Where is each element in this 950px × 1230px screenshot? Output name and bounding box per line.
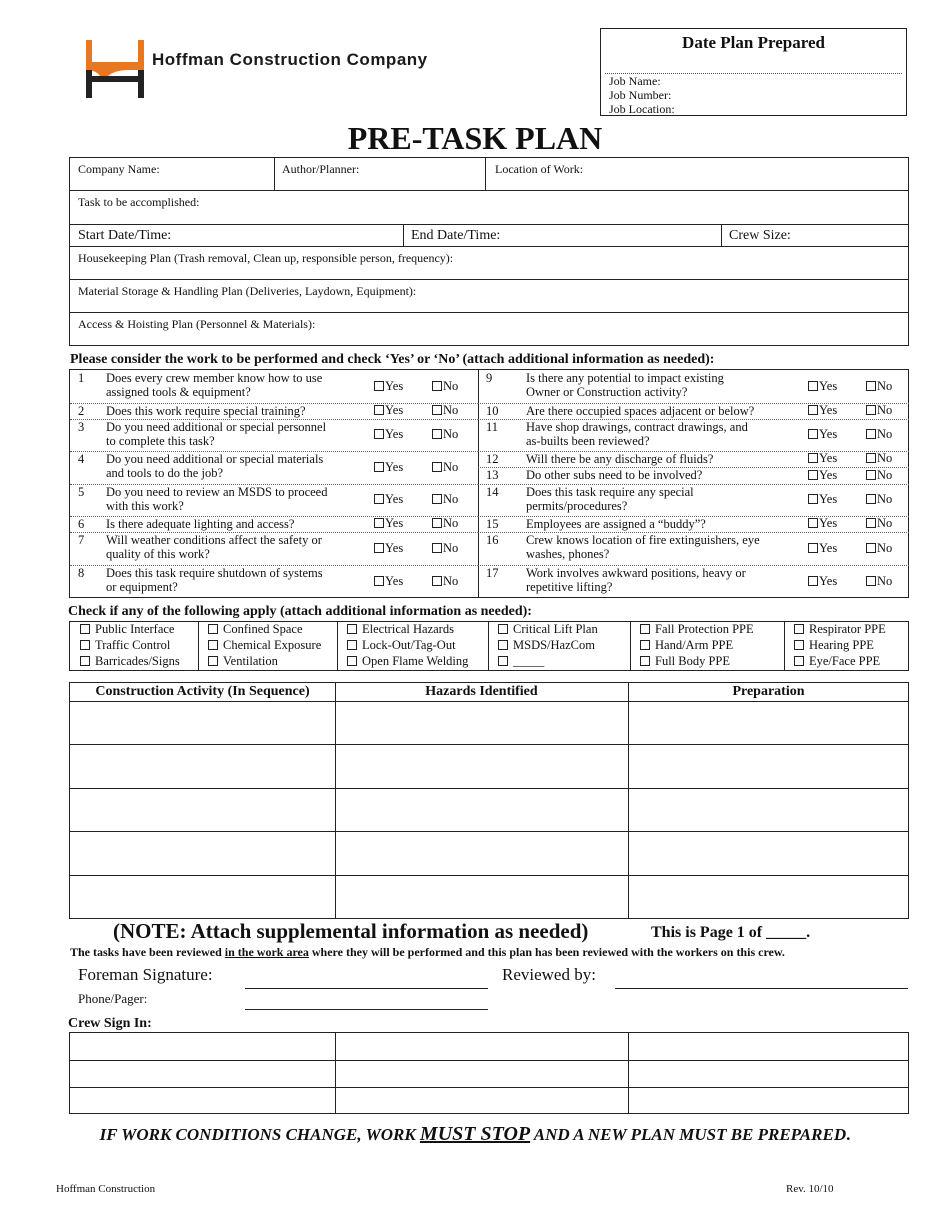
checkbox-icon[interactable] [80,624,90,634]
checkbox-icon[interactable] [866,518,876,528]
foreman-signature-label: Foreman Signature: [78,965,213,984]
question-text: Will there be any discharge of fluids? [526,452,714,466]
task-field[interactable]: Task to be accomplished: [78,195,200,209]
checkbox-icon[interactable] [208,656,218,666]
checkbox-icon[interactable] [808,381,818,391]
crew-sign-in-label: Crew Sign In: [68,1016,152,1031]
question-5-no-checkbox[interactable]: No [432,492,458,507]
question-11-yes-checkbox[interactable]: Yes [808,427,837,442]
material-field[interactable]: Material Storage & Handling Plan (Deliveries, Laydown, Equipment): [78,284,417,298]
question-text: Employees are assigned a “buddy”? [526,517,706,531]
checkbox-icon[interactable] [432,494,442,504]
end-date-field[interactable]: End Date/Time: [411,228,501,243]
hazard-checkbox[interactable]: Open Flame Welding [347,654,468,669]
checkbox-icon[interactable] [640,624,650,634]
checkbox-icon[interactable] [794,624,804,634]
checkbox-icon[interactable] [640,640,650,650]
checks-table [69,621,909,671]
checkbox-icon[interactable] [808,518,818,528]
question-16-yes-checkbox[interactable]: Yes [808,541,837,556]
question-number: 12 [486,452,499,466]
hazard-checkbox[interactable]: Lock-Out/Tag-Out [347,638,456,653]
question-9-no-checkbox[interactable]: No [866,379,892,394]
question-7-yes-checkbox[interactable]: Yes [374,541,403,556]
question-number: 16 [486,533,499,547]
housekeeping-field[interactable]: Housekeeping Plan (Trash removal, Clean up, responsible person, frequency): [78,251,454,265]
hazard-checkbox[interactable]: Ventilation [208,654,278,669]
question-11-no-checkbox[interactable]: No [866,427,892,442]
access-field[interactable]: Access & Hoisting Plan (Personnel & Materials): [78,317,316,331]
question-number: 13 [486,468,499,482]
question-text: Will weather conditions affect the safety or quality of this work? [106,533,322,561]
hazard-checkbox[interactable]: MSDS/HazCom [498,638,595,653]
question-1-yes-checkbox[interactable]: Yes [374,379,403,394]
questions-table [69,369,909,598]
question-number: 2 [78,404,85,418]
question-text: Is there any potential to impact existing Owner or Construction activity? [526,371,724,399]
hazard-checkbox[interactable]: Full Body PPE [640,654,730,669]
question-number: 7 [78,533,85,547]
question-text: Do you need additional or special materials and tools to do the job? [106,452,324,480]
hazard-checkbox[interactable]: Barricades/Signs [80,654,180,669]
question-14-yes-checkbox[interactable]: Yes [808,492,837,507]
question-number: 11 [486,420,499,434]
question-text: Crew knows location of fire extinguishers, eye washes, phones? [526,533,760,561]
checkbox-icon[interactable] [498,656,508,666]
checkbox-icon[interactable] [347,656,357,666]
checkbox-icon[interactable] [374,543,384,553]
question-8-no-checkbox[interactable]: No [432,574,458,589]
question-text: Does every crew member know how to use assigned tools & equipment? [106,371,323,399]
question-text: Have shop drawings, contract drawings, and as-builts been reviewed? [526,420,748,448]
question-17-no-checkbox[interactable]: No [866,574,892,589]
question-text: Does this task require shutdown of systems or equipment? [106,566,323,594]
question-10-no-checkbox[interactable]: No [866,403,892,418]
question-text: Is there adequate lighting and access? [106,517,295,531]
checkbox-icon[interactable] [808,494,818,504]
checkbox-icon[interactable] [374,518,384,528]
date-plan-title: Date Plan Prepared [682,33,825,52]
checks-instruction: Check if any of the following apply (attach additional information as needed): [68,604,532,619]
question-4-no-checkbox[interactable]: No [432,460,458,475]
checkbox-icon[interactable] [866,405,876,415]
checkbox-icon[interactable] [866,576,876,586]
checkbox-icon[interactable] [498,640,508,650]
question-3-no-checkbox[interactable]: No [432,427,458,442]
question-6-no-checkbox[interactable]: No [432,516,458,531]
question-number: 10 [486,404,499,418]
question-number: 15 [486,517,499,531]
question-10-yes-checkbox[interactable]: Yes [808,403,837,418]
question-16-no-checkbox[interactable]: No [866,541,892,556]
hazard-checkbox[interactable]: Chemical Exposure [208,638,321,653]
foreman-signature-line[interactable] [245,988,488,989]
question-number: 3 [78,420,85,434]
location-field[interactable]: Location of Work: [495,162,584,176]
question-text: Do you need additional or special personnel to complete this task? [106,420,327,448]
question-15-yes-checkbox[interactable]: Yes [808,516,837,531]
page-title: PRE-TASK PLAN [347,120,603,156]
checkbox-icon[interactable] [808,405,818,415]
question-3-yes-checkbox[interactable]: Yes [374,427,403,442]
question-13-yes-checkbox[interactable]: Yes [808,468,837,483]
checkbox-icon[interactable] [808,453,818,463]
question-number: 1 [78,371,85,385]
author-field[interactable]: Author/Planner: [282,162,360,176]
checkbox-icon[interactable] [794,640,804,650]
warning-banner: IF WORK CONDITIONS CHANGE, WORK MUST STOP AND A NEW PLAN MUST BE PREPARED. [99,1123,851,1145]
company-name-field[interactable]: Company Name: [78,162,160,176]
question-15-no-checkbox[interactable]: No [866,516,892,531]
checkbox-icon[interactable] [866,453,876,463]
hazard-checkbox[interactable]: Respirator PPE [794,622,886,637]
hazard-checkbox[interactable]: _____ [498,654,544,669]
question-number: 6 [78,517,85,531]
questions-instruction: Please consider the work to be performed and check ‘Yes’ or ‘No’ (attach additional information as needed): [70,352,715,367]
hazard-checkbox[interactable]: Hand/Arm PPE [640,638,733,653]
checkbox-icon[interactable] [80,656,90,666]
checkbox-icon[interactable] [808,429,818,439]
company-name: Hoffman Construction Company [152,50,428,69]
hoffman-logo-icon [86,40,144,98]
hazard-checkbox[interactable]: Electrical Hazards [347,622,454,637]
col-hazards: Hazards Identified [425,684,538,699]
crew-size-field[interactable]: Crew Size: [729,228,791,243]
question-text: Are there occupied spaces adjacent or below? [526,404,755,418]
hazard-checkbox[interactable]: Public Interface [80,622,174,637]
checkbox-icon[interactable] [432,576,442,586]
checkbox-icon[interactable] [808,543,818,553]
col-preparation: Preparation [732,684,805,699]
checkbox-icon[interactable] [432,518,442,528]
question-text: Do you need to review an MSDS to proceed with this work? [106,485,328,513]
hazard-checkbox[interactable]: Fall Protection PPE [640,622,754,637]
reviewed-by-label: Reviewed by: [502,965,596,984]
hazard-checkbox[interactable]: Critical Lift Plan [498,622,598,637]
checkbox-icon[interactable] [432,462,442,472]
supplemental-note: (NOTE: Attach supplemental information as needed) [113,919,589,943]
checkbox-icon[interactable] [794,656,804,666]
start-date-field[interactable]: Start Date/Time: [78,228,172,243]
reviewed-by-line[interactable] [615,988,908,989]
question-number: 4 [78,452,85,466]
checkbox-icon[interactable] [374,381,384,391]
question-text: Work involves awkward positions, heavy or repetitive lifting? [526,566,746,594]
question-2-no-checkbox[interactable]: No [432,403,458,418]
checkbox-icon[interactable] [866,381,876,391]
activity-table [69,682,909,919]
question-13-no-checkbox[interactable]: No [866,468,892,483]
footer-revision: Rev. 10/10 [786,1183,834,1195]
hazard-checkbox[interactable]: Eye/Face PPE [794,654,880,669]
checkbox-icon[interactable] [432,543,442,553]
checkbox-icon[interactable] [640,656,650,666]
checkbox-icon[interactable] [208,640,218,650]
checkbox-icon[interactable] [347,640,357,650]
job-number-label: Job Number: [609,88,672,102]
checkbox-icon[interactable] [432,405,442,415]
checkbox-icon[interactable] [808,576,818,586]
info-table [69,157,909,346]
question-number: 9 [486,371,493,385]
checkbox-icon[interactable] [432,429,442,439]
question-text: Does this work require special training? [106,404,306,418]
question-2-yes-checkbox[interactable]: Yes [374,403,403,418]
checkbox-icon[interactable] [374,429,384,439]
date-plan-box [600,28,907,116]
checkbox-icon[interactable] [808,470,818,480]
hazard-checkbox[interactable]: Traffic Control [80,638,170,653]
checkbox-icon[interactable] [374,576,384,586]
checkbox-icon[interactable] [498,624,508,634]
footer-company: Hoffman Construction [56,1183,156,1195]
checkbox-icon[interactable] [374,405,384,415]
question-number: 5 [78,485,85,499]
question-number: 17 [486,566,499,580]
question-number: 14 [486,485,499,499]
question-12-yes-checkbox[interactable]: Yes [808,451,837,466]
col-construction-activity: Construction Activity (In Sequence) [95,684,310,699]
checkbox-icon[interactable] [866,429,876,439]
phone-line[interactable] [245,1009,488,1010]
question-14-no-checkbox[interactable]: No [866,492,892,507]
checkbox-icon[interactable] [80,640,90,650]
checkbox-icon[interactable] [866,494,876,504]
question-text: Does this task require any special permits/procedures? [526,485,694,513]
question-9-yes-checkbox[interactable]: Yes [808,379,837,394]
review-statement: The tasks have been reviewed in the work area where they will be performed and this plan has been reviewed with the workers on this crew. [70,945,785,959]
job-location-label: Job Location: [609,102,675,116]
checkbox-icon[interactable] [866,470,876,480]
question-4-yes-checkbox[interactable]: Yes [374,460,403,475]
job-name-label: Job Name: [609,74,661,88]
page-number: This is Page 1 of _____. [651,924,811,941]
hazard-checkbox[interactable]: Confined Space [208,622,303,637]
question-5-yes-checkbox[interactable]: Yes [374,492,403,507]
checkbox-icon[interactable] [432,381,442,391]
checkbox-icon[interactable] [374,462,384,472]
checkbox-icon[interactable] [866,543,876,553]
question-8-yes-checkbox[interactable]: Yes [374,574,403,589]
hazard-checkbox[interactable]: Hearing PPE [794,638,874,653]
question-7-no-checkbox[interactable]: No [432,541,458,556]
question-17-yes-checkbox[interactable]: Yes [808,574,837,589]
checkbox-icon[interactable] [208,624,218,634]
question-text: Do other subs need to be involved? [526,468,703,482]
checkbox-icon[interactable] [374,494,384,504]
question-number: 8 [78,566,85,580]
question-1-no-checkbox[interactable]: No [432,379,458,394]
crew-sign-in-table[interactable] [69,1032,909,1114]
question-12-no-checkbox[interactable]: No [866,451,892,466]
checkbox-icon[interactable] [347,624,357,634]
phone-label: Phone/Pager: [78,991,148,1006]
question-6-yes-checkbox[interactable]: Yes [374,516,403,531]
